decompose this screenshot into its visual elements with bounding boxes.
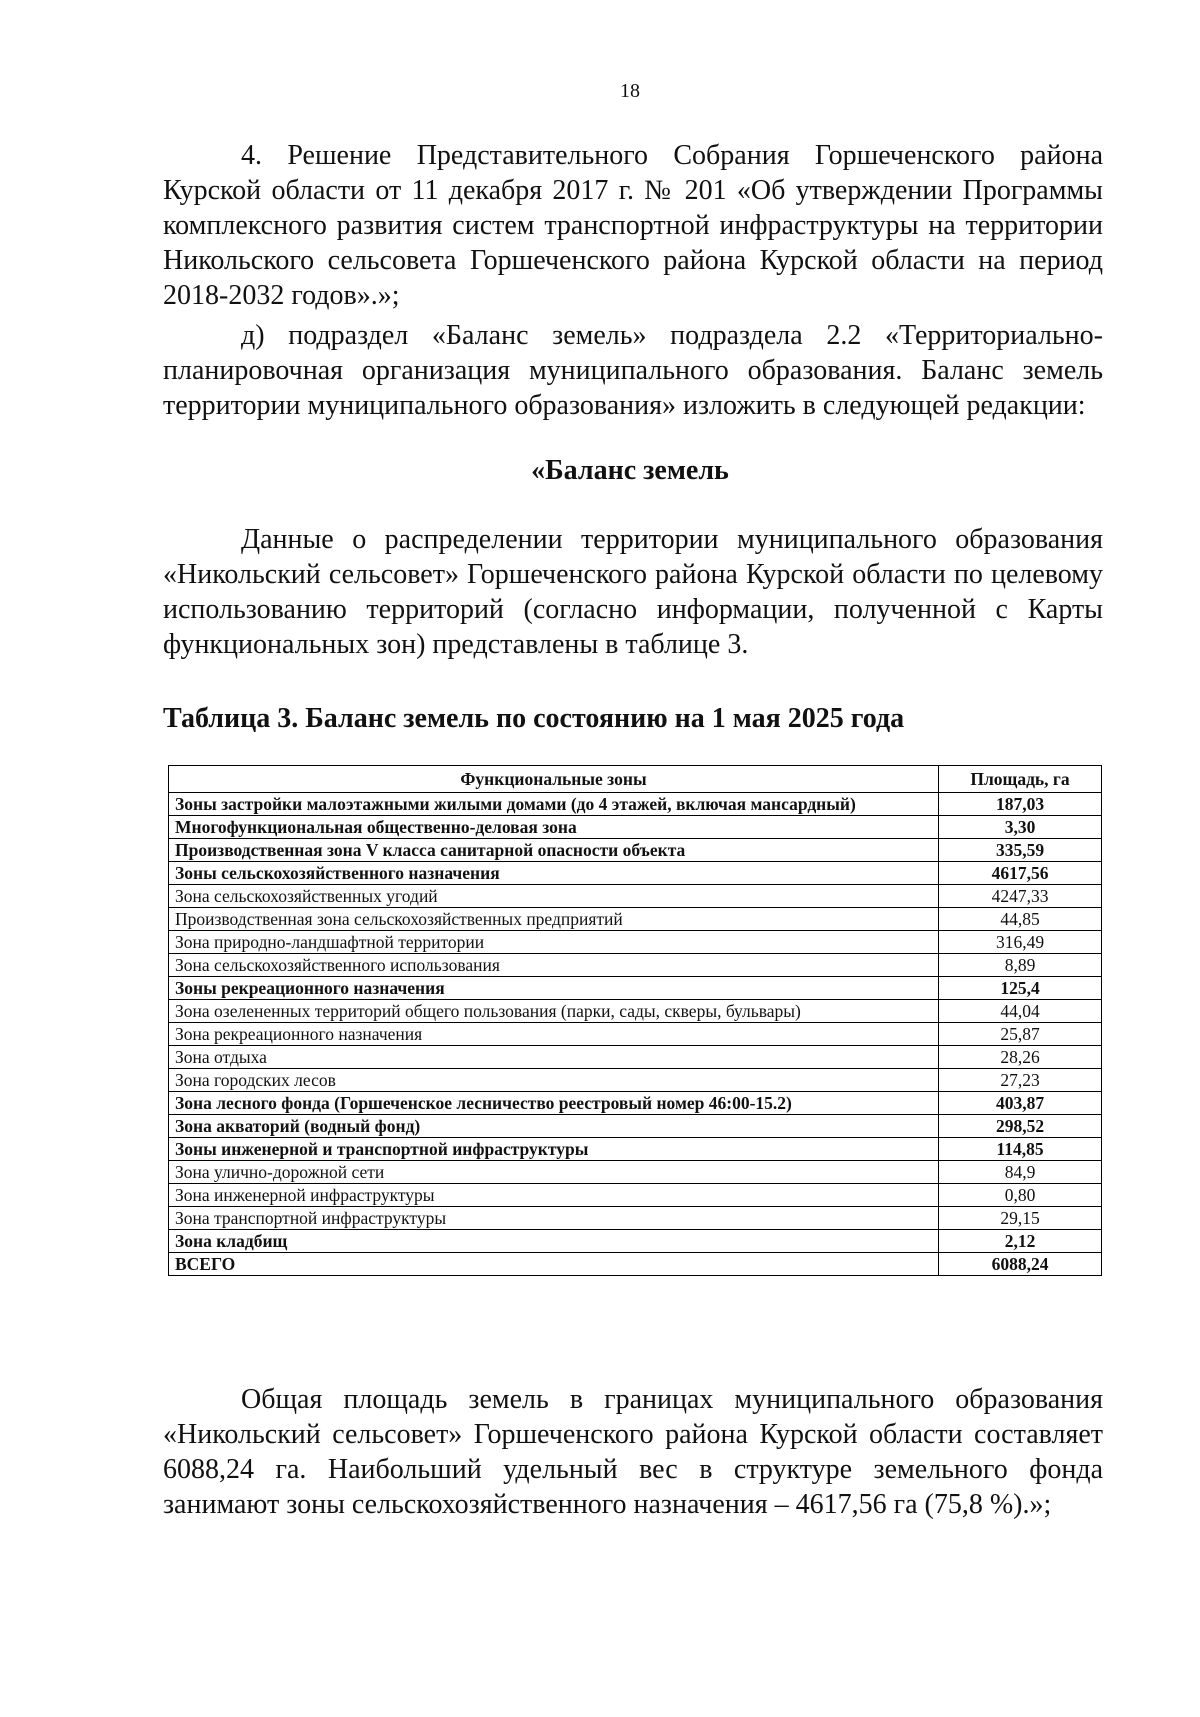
area-value-cell: 2,12 — [939, 1230, 1102, 1253]
area-value-cell: 403,87 — [939, 1092, 1102, 1115]
column-header-zone: Функциональные зоны — [169, 766, 939, 793]
area-value-cell: 44,04 — [939, 1000, 1102, 1023]
zone-name-cell: Зона городских лесов — [169, 1069, 939, 1092]
area-value-cell: 44,85 — [939, 908, 1102, 931]
paragraph-intro — [163, 522, 1103, 662]
zone-name-cell: Зона кладбищ — [169, 1230, 939, 1253]
table-row — [169, 1046, 1102, 1069]
table-row — [169, 1161, 1102, 1184]
table-row — [169, 1138, 1102, 1161]
table-row — [169, 816, 1102, 839]
table-row — [169, 1253, 1102, 1276]
paragraph-text: д) подраздел «Баланс земель» подраздела 2.2 «Территориально-планировочная организация муниципального образования. Баланс земель территории муниципального образования» изложить в следующей редакции: — [163, 320, 1103, 421]
area-value-cell: 25,87 — [939, 1023, 1102, 1046]
area-value-cell: 316,49 — [939, 931, 1102, 954]
table-row — [169, 954, 1102, 977]
table-row — [169, 1207, 1102, 1230]
zone-name-cell: Зона лесного фонда (Горшеченское лесничество реестровый номер 46:00-15.2) — [169, 1092, 939, 1115]
table-row — [169, 1023, 1102, 1046]
zone-name-cell: Зона отдыха — [169, 1046, 939, 1069]
table-body — [169, 793, 1102, 1276]
zone-name-cell: Зона инженерной инфраструктуры — [169, 1184, 939, 1207]
zone-name-cell: Зона озелененных территорий общего пользования (парки, сады, скверы, бульвары) — [169, 1000, 939, 1023]
paragraph-text: Общая площадь земель в границах муниципального образования «Никольский сельсовет» Горшеченского района Курской области составляет 6088,24 га. Наибольший удельный вес в структуре земельного фонда занимают зоны сельскохозяйственного назначения – 4617,56 га (75,8 %).»; — [163, 1384, 1103, 1520]
table-row — [169, 977, 1102, 1000]
zone-name-cell: Зоны инженерной и транспортной инфраструктуры — [169, 1138, 939, 1161]
table-row — [169, 839, 1102, 862]
zone-name-cell: Зона транспортной инфраструктуры — [169, 1207, 939, 1230]
area-value-cell: 4617,56 — [939, 862, 1102, 885]
area-value-cell: 4247,33 — [939, 885, 1102, 908]
table-row — [169, 1069, 1102, 1092]
zone-name-cell: ВСЕГО — [169, 1253, 939, 1276]
area-value-cell: 187,03 — [939, 793, 1102, 816]
zone-name-cell: Зона акваторий (водный фонд) — [169, 1115, 939, 1138]
area-value-cell: 335,59 — [939, 839, 1102, 862]
zone-name-cell: Производственная зона сельскохозяйственных предприятий — [169, 908, 939, 931]
zone-name-cell: Производственная зона V класса санитарной опасности объекта — [169, 839, 939, 862]
paragraph-amendment — [163, 318, 1103, 423]
table-row — [169, 908, 1102, 931]
zone-name-cell: Многофункциональная общественно-деловая зона — [169, 816, 939, 839]
table-row — [169, 1230, 1102, 1253]
table-row — [169, 885, 1102, 908]
paragraph-decision — [163, 138, 1103, 313]
area-value-cell: 114,85 — [939, 1138, 1102, 1161]
area-value-cell: 0,80 — [939, 1184, 1102, 1207]
land-balance-table — [168, 765, 1102, 1276]
paragraph-summary — [163, 1382, 1103, 1522]
column-header-area: Площадь, га — [939, 766, 1102, 793]
page-number: 18 — [620, 80, 640, 102]
table-row — [169, 1184, 1102, 1207]
zone-name-cell: Зона сельскохозяйственных угодий — [169, 885, 939, 908]
zone-name-cell: Зона сельскохозяйственного использования — [169, 954, 939, 977]
area-value-cell: 84,9 — [939, 1161, 1102, 1184]
zone-name-cell: Зоны застройки малоэтажными жилыми домами (до 4 этажей, включая мансардный) — [169, 793, 939, 816]
table-title: Таблица 3. Баланс земель по состоянию на 1 мая 2025 года — [163, 703, 905, 734]
zone-name-cell: Зоны рекреационного назначения — [169, 977, 939, 1000]
area-value-cell: 125,4 — [939, 977, 1102, 1000]
table-row — [169, 1092, 1102, 1115]
area-value-cell: 28,26 — [939, 1046, 1102, 1069]
table-row — [169, 793, 1102, 816]
area-value-cell: 8,89 — [939, 954, 1102, 977]
section-heading: «Баланс земель — [531, 455, 729, 486]
table-row — [169, 1000, 1102, 1023]
area-value-cell: 298,52 — [939, 1115, 1102, 1138]
paragraph-text: Данные о распределении территории муниципального образования «Никольский сельсовет» Горшеченского района Курской области по целевому использованию территорий (согласно информации, полученной с Карты функциональных зон) представлены в таблице 3. — [163, 524, 1103, 660]
paragraph-text: 4. Решение Представительного Собрания Горшеченского района Курской области от 11 декабря 2017 г. № 201 «Об утверждении Программы комплексного развития систем транспортной инфраструктуры на территории Никольского сельсовета Горшеченского района Курской области на период 2018-2032 годов».»; — [163, 140, 1103, 311]
zone-name-cell: Зона природно-ландшафтной территории — [169, 931, 939, 954]
table-row — [169, 862, 1102, 885]
area-value-cell: 29,15 — [939, 1207, 1102, 1230]
table-row — [169, 931, 1102, 954]
area-value-cell: 3,30 — [939, 816, 1102, 839]
zone-name-cell: Зоны сельскохозяйственного назначения — [169, 862, 939, 885]
table-header-row — [169, 766, 1102, 793]
zone-name-cell: Зона рекреационного назначения — [169, 1023, 939, 1046]
area-value-cell: 6088,24 — [939, 1253, 1102, 1276]
zone-name-cell: Зона улично-дорожной сети — [169, 1161, 939, 1184]
area-value-cell: 27,23 — [939, 1069, 1102, 1092]
table-row — [169, 1115, 1102, 1138]
